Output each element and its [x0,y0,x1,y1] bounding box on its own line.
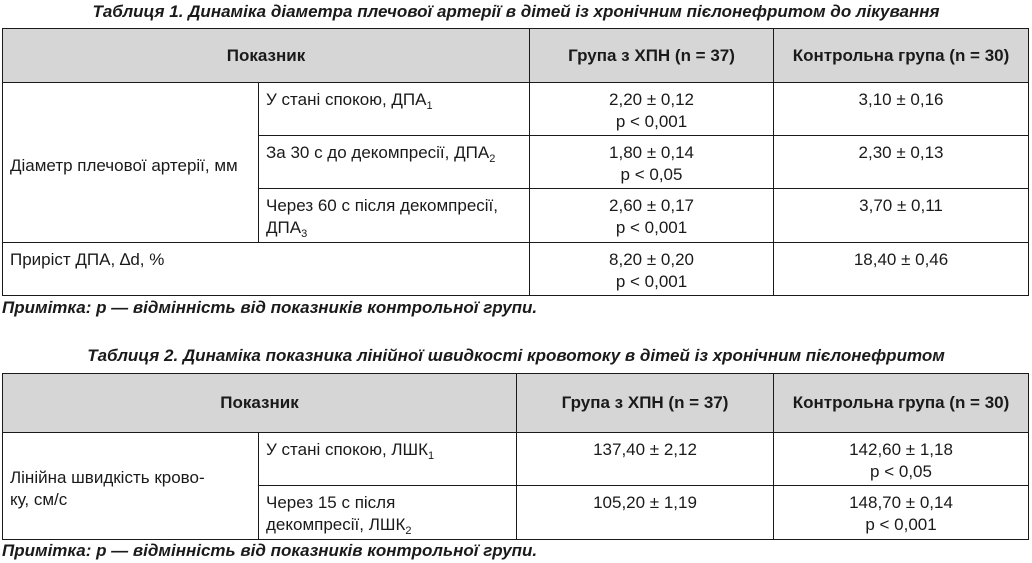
table1-row1-label: У стані спокою, $ДПА_1$ [259,83,530,136]
table-row [3,83,1029,136]
table1-gain-control: 18,40 ± 0,46 [774,243,1029,296]
table1-row1-control: 3,10 ± 0,16 [774,83,1029,136]
table2-note: Примітка: р — відмінність від показників контрольної групи. [2,541,538,560]
table1-row3-label: Через 60 с після декомпресії, $ДПА_3$ [259,189,530,243]
table1-caption: Таблиця 1. Динаміка діаметра плечової артерії в дітей із хронічним пієлонефритом до лікування [92,2,940,21]
table1-row2-label: За 30 с до декомпресії, $ДПА_2$ [259,136,530,189]
table2-row1-hpn: 137,40 ± 2,12 [517,433,774,486]
table-row [3,243,1029,296]
table1-row2-hpn: 1,80 ± 0,14 p < 0,05 [530,136,774,189]
table1-header-control: Контрольна група (n = 30) [774,29,1029,83]
table1-gain-label: Приріст ДПА, ∆d, % [3,243,530,296]
table1-note: Примітка: р — відмінність від показників контрольної групи. [2,298,538,317]
table1-row1-hpn: 2,20 ± 0,12 p < 0,001 [530,83,774,136]
table1-header-indicator: Показник [3,29,530,83]
table2-row1-control: 142,60 ± 1,18 p < 0,05 [774,433,1029,486]
table2-row1-label: У стані спокою, $ЛШК_1$ [259,433,517,486]
table2-row-group-label: Лінійна швидкість крово- ку, см/с [3,433,259,540]
table1-gain-hpn: 8,20 ± 0,20 p < 0,001 [530,243,774,296]
table2 [2,373,1029,540]
table1 [2,28,1029,296]
table1-row2-control: 2,30 ± 0,13 [774,136,1029,189]
table1-row-group-label: Діаметр плечової артерії, мм [3,83,259,243]
table-row [3,433,1029,486]
table1-header-hpn: Група з ХПН (n = 37) [530,29,774,83]
table2-header-indicator: Показник [3,374,517,433]
table2-header-control: Контрольна група (n = 30) [774,374,1029,433]
table2-row2-control: 148,70 ± 0,14 p < 0,001 [774,486,1029,540]
table1-row3-control: 3,70 ± 0,11 [774,189,1029,243]
table2-row2-label: Через 15 с після декомпресії, $ЛШК_2$ [259,486,517,540]
table2-row2-hpn: 105,20 ± 1,19 [517,486,774,540]
table2-caption: Таблиця 2. Динаміка показника лінійної швидкості кровотоку в дітей із хронічним пієлонефритом [87,346,945,365]
table1-row3-hpn: 2,60 ± 0,17 p < 0,001 [530,189,774,243]
table2-header-hpn: Група з ХПН (n = 37) [517,374,774,433]
